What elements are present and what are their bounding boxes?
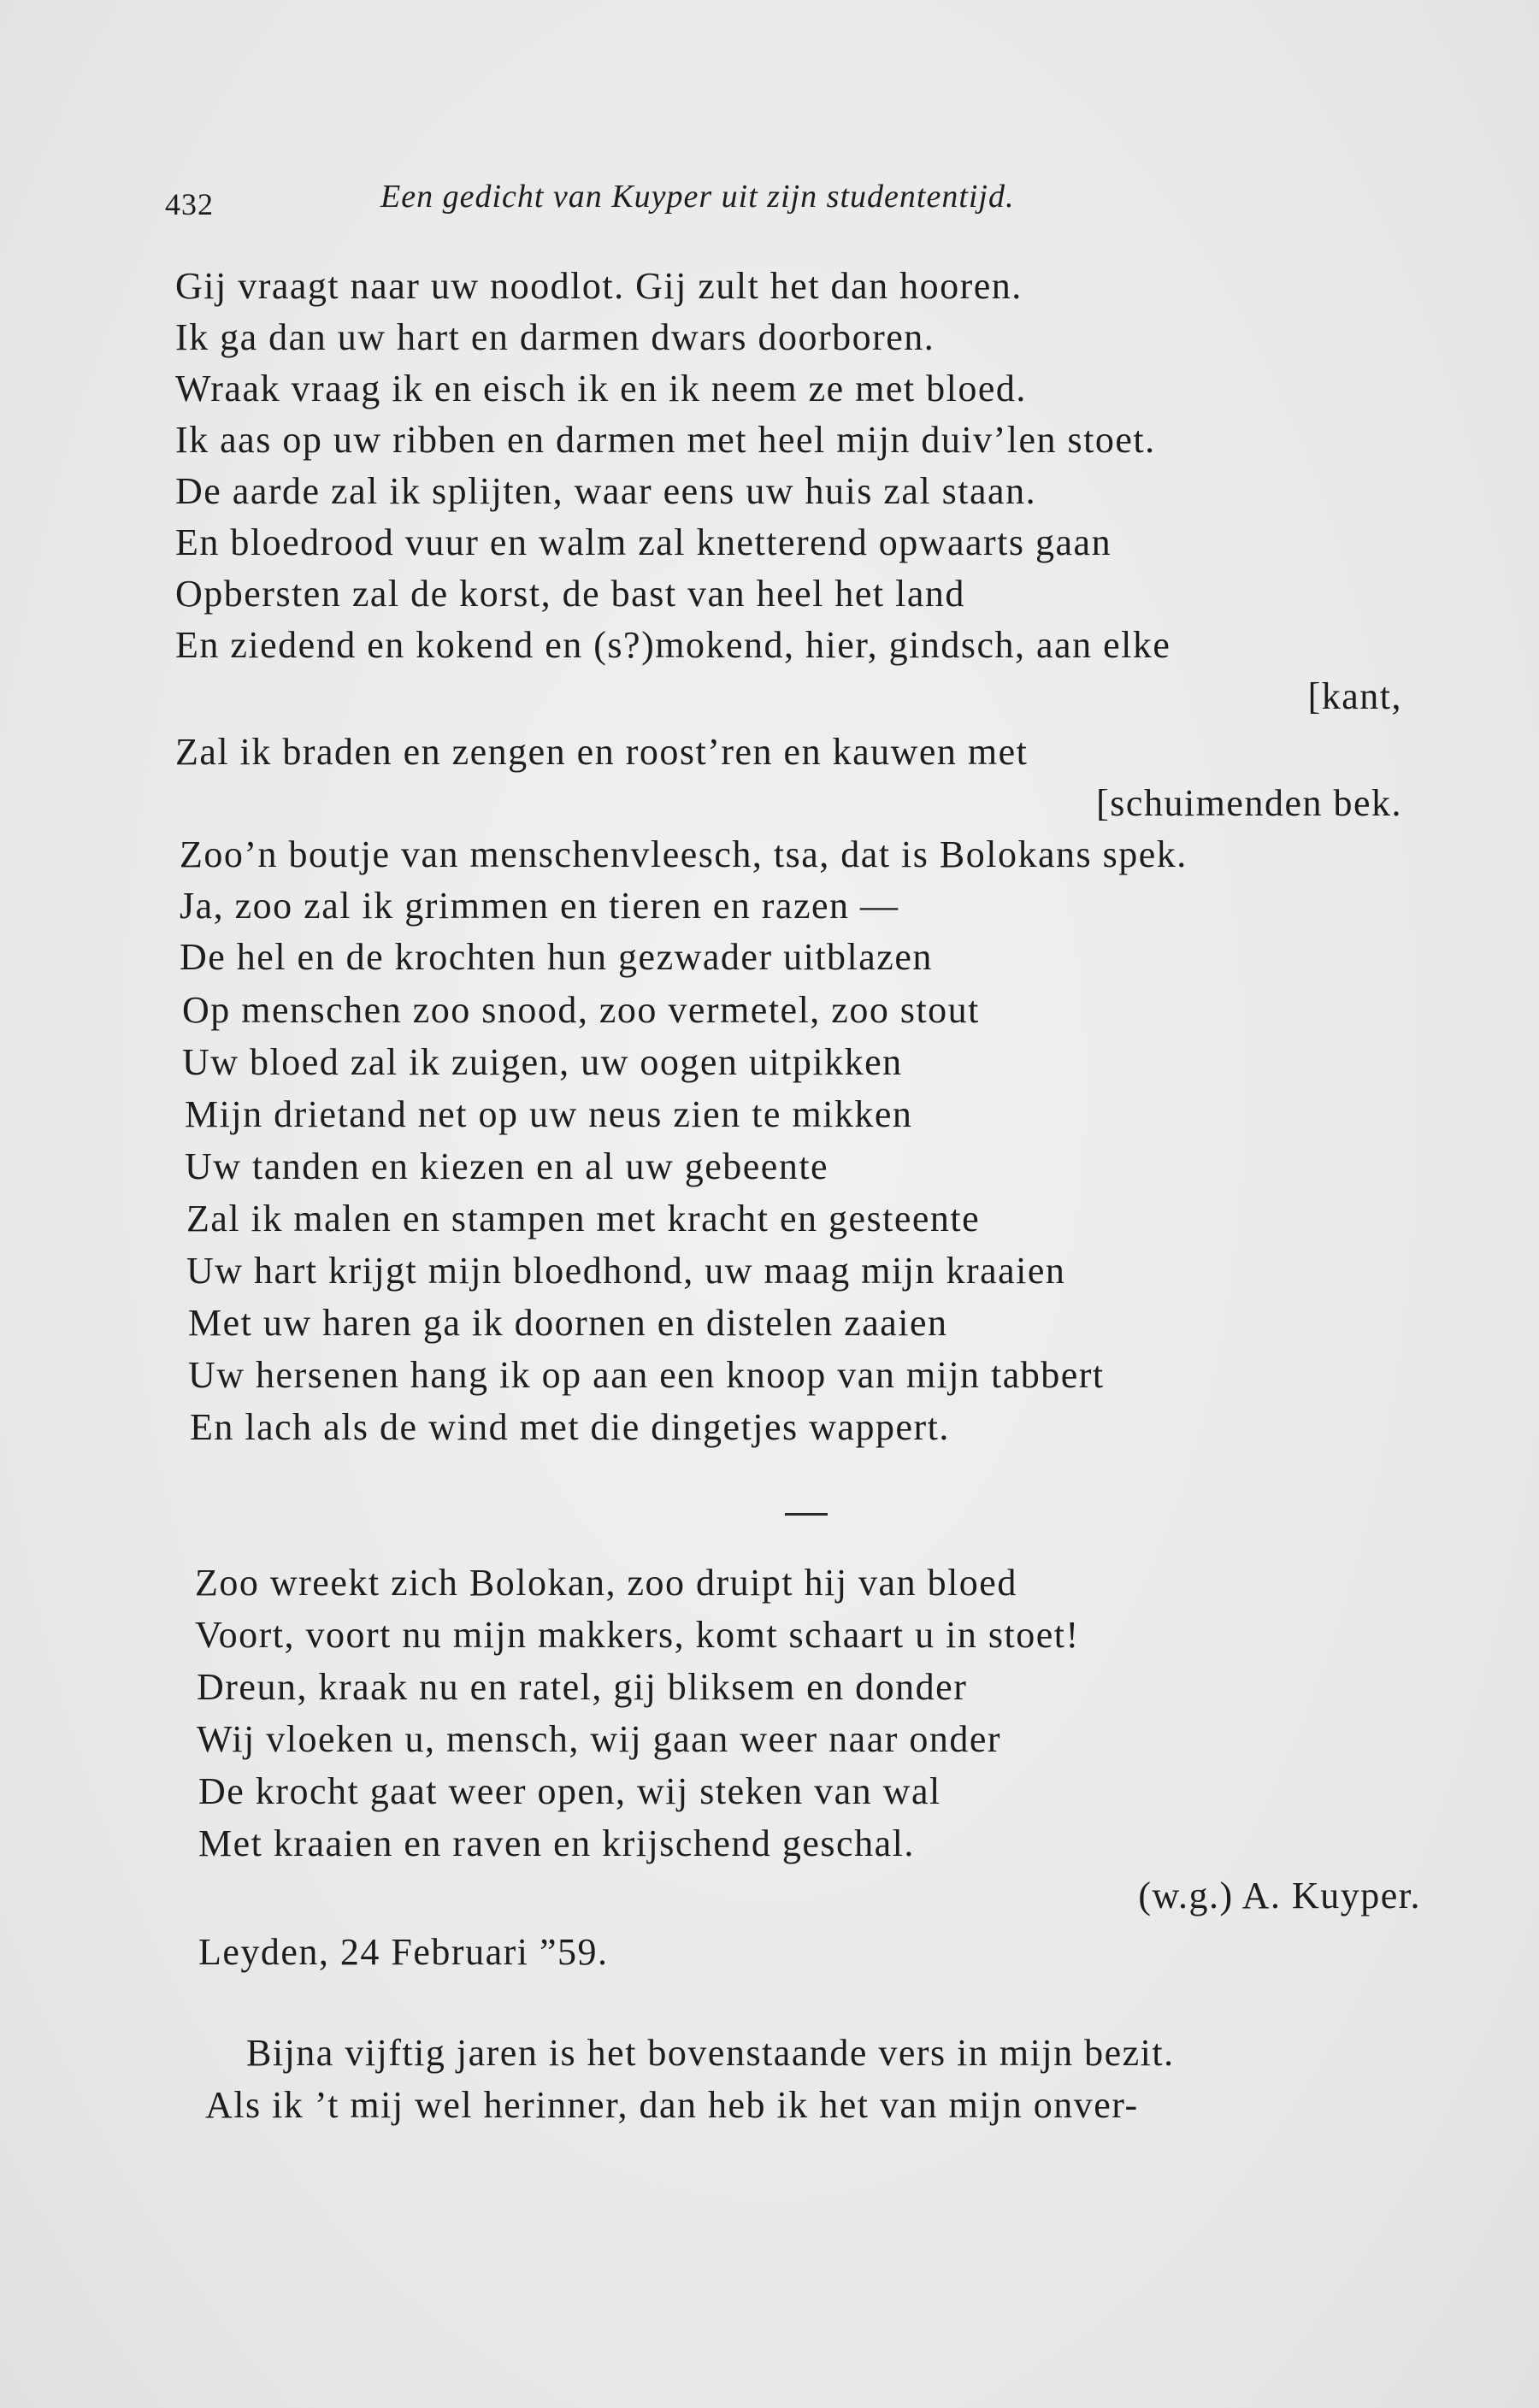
poem-line: Ja, zoo zal ik grimmen en tieren en razen — <box>180 885 899 927</box>
poem-line: Ik aas op uw ribben en darmen met heel mijn duiv’len stoet. <box>175 419 1156 461</box>
poem-line: En bloedrood vuur en walm zal knetterend opwaarts gaan <box>175 521 1112 563</box>
poem-line: Voort, voort nu mijn makkers, komt schaart u in stoet! <box>195 1614 1080 1656</box>
poem-line: Op menschen zoo snood, zoo vermetel, zoo stout <box>182 989 980 1031</box>
signature: (w.g.) A. Kuyper. <box>1138 1875 1421 1916</box>
stanza-separator <box>785 1513 828 1516</box>
poem-line: Ik ga dan uw hart en darmen dwars doorboren. <box>175 316 935 358</box>
poem-line: Uw hersenen hang ik op aan een knoop van mijn tabbert <box>188 1354 1105 1396</box>
poem-line-continuation: [kant, <box>1307 675 1402 717</box>
poem-line: Zoo wreekt zich Bolokan, zoo druipt hij van bloed <box>195 1562 1017 1604</box>
poem-line: Wij vloeken u, mensch, wij gaan weer naar onder <box>197 1718 1002 1760</box>
prose-line: Als ik ’t mij wel herinner, dan heb ik het van mijn onver- <box>205 2084 1139 2126</box>
poem-line: De krocht gaat weer open, wij steken van wal <box>198 1770 941 1812</box>
poem-line: Gij vraagt naar uw noodlot. Gij zult het dan hooren. <box>175 265 1023 307</box>
poem-line: Uw tanden en kiezen en al uw gebeente <box>185 1145 829 1187</box>
poem-line: Uw bloed zal ik zuigen, uw oogen uitpikken <box>182 1041 903 1083</box>
page-number: 432 <box>165 187 214 221</box>
poem-line: Zal ik malen en stampen met kracht en gesteente <box>186 1198 981 1239</box>
running-title: Een gedicht van Kuyper uit zijn studententijd. <box>380 179 1015 215</box>
poem-line: Met kraaien en raven en krijschend geschal. <box>198 1822 915 1864</box>
poem-line: Wraak vraag ik en eisch ik en ik neem ze met bloed. <box>175 368 1027 409</box>
poem-line: Met uw haren ga ik doornen en distelen zaaien <box>188 1302 948 1344</box>
prose-line: Bijna vijftig jaren is het bovenstaande vers in mijn bezit. <box>246 2032 1175 2074</box>
poem-line: Opbersten zal de korst, de bast van heel het land <box>175 573 965 615</box>
poem-line: Uw hart krijgt mijn bloedhond, uw maag mijn kraaien <box>186 1250 1066 1292</box>
poem-line: En ziedend en kokend en (s?)mokend, hier, gindsch, aan elke <box>175 624 1171 666</box>
poem-line: Zal ik braden en zengen en roost’ren en kauwen met <box>175 731 1029 773</box>
poem-line: De aarde zal ik splijten, waar eens uw huis zal staan. <box>175 470 1037 512</box>
poem-line: Dreun, kraak nu en ratel, gij bliksem en donder <box>197 1666 968 1708</box>
place-date: Leyden, 24 Februari ”59. <box>198 1931 609 1973</box>
poem-line: En lach als de wind met die dingetjes wappert. <box>190 1406 950 1448</box>
poem-line: Zoo’n boutje van menschenvleesch, tsa, dat is Bolokans spek. <box>180 833 1188 875</box>
poem-line-continuation: [schuimenden bek. <box>1096 782 1402 824</box>
poem-line: De hel en de krochten hun gezwader uitblazen <box>180 936 933 978</box>
poem-line: Mijn drietand net op uw neus zien te mikken <box>185 1093 913 1135</box>
